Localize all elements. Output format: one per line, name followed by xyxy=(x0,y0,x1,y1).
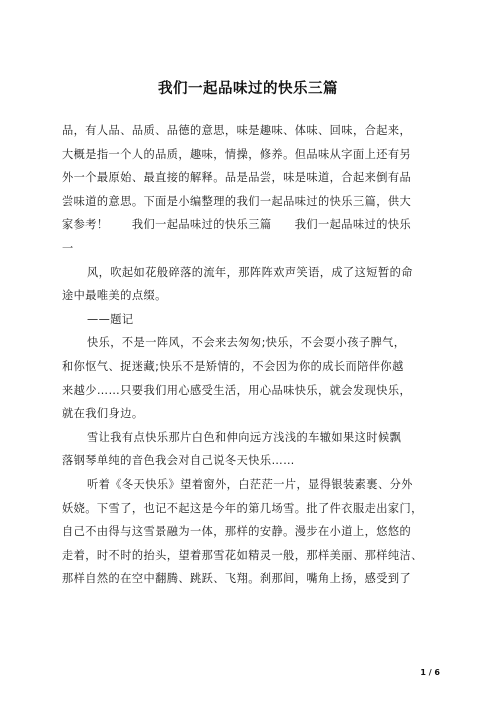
text-line: 自己不由得与这雪景融为一体，那样的安静。漫步在小道上，悠悠的 xyxy=(62,525,412,539)
text-line: 大概是指一个人的品质，趣味，情操，修养。但品味从字面上还有另 xyxy=(62,147,412,161)
text-line: 品，有人品、品质、品德的意思，味是趣味、体味、回味，合起来， xyxy=(62,124,412,137)
text-line: 尝味道的意思。下面是小编整理的我们一起品味过的快乐三篇，供大 xyxy=(62,194,412,208)
document-title: 我们一起品味过的快乐三篇 xyxy=(158,81,338,97)
text-line: 途中最唯美的点缀。 xyxy=(62,289,167,303)
text-line: 风，吹起如花般碎落的流年，那阵阵欢声笑语，成了这短暂的命 xyxy=(87,265,413,279)
document-body xyxy=(62,119,440,591)
text-line: 雪让我有点快乐那片白色和伸向远方浅浅的车辙如果这时候飘 xyxy=(87,430,402,444)
text-line: 一 xyxy=(62,241,74,255)
text-line: 家参考！ 我们一起品味过的快乐三篇 我们一起品味过的快乐 xyxy=(62,218,412,232)
text-line: 快乐，不是一阵风，不会来去匆匆;快乐，不会耍小孩子脾气， xyxy=(87,336,406,350)
text-line: 外一个最原始、最直接的解释。品是品尝，味是味道，合起来倒有品 xyxy=(62,171,412,185)
text-line: 走着，时不时的抬头，望着那雪花如精灵一般，那样美丽、那样纯洁、 xyxy=(62,548,423,562)
text-line: 来越少……只要我们用心感受生活，用心品味快乐，就会发现快乐， xyxy=(62,383,412,397)
text-line: 落钢琴单纯的音色我会对自己说冬天快乐…… xyxy=(62,454,295,468)
epigraph-label: ——题记 xyxy=(87,312,134,326)
text-line: 妖娆。下雪了，也记不起这是今年的第几场雪。批了件衣服走出家门， xyxy=(62,501,423,515)
text-line: 就在我们身边。 xyxy=(62,407,144,421)
text-line: 那样自然的在空中翻腾、跳跃、飞翔。刹那间，嘴角上扬，感受到了 xyxy=(62,572,412,586)
text-line: 听着《冬天快乐》望着窗外，白茫茫一片，显得银装素裹、分外 xyxy=(87,477,413,491)
page-number: 1 / 6 xyxy=(420,668,440,677)
text-line: 和你怄气、捉迷藏;快乐不是矫情的，不会因为你的成长而陪伴你越 xyxy=(62,359,404,373)
